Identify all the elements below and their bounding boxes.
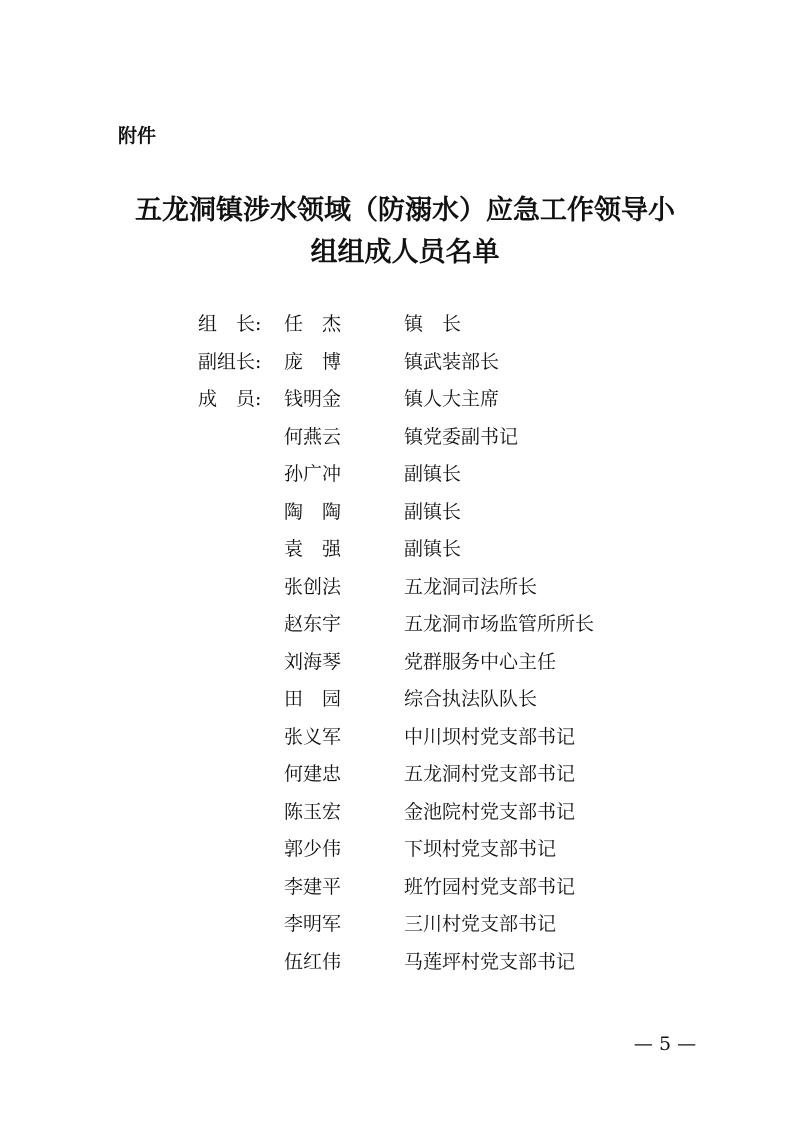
member-row: [198, 606, 658, 644]
attachment-label: 附件: [118, 125, 157, 147]
member-title: 镇党委副书记: [404, 425, 519, 448]
member-name: 伍红伟: [284, 950, 342, 973]
member-title: 三川村党支部书记: [404, 913, 557, 935]
member-row: [198, 831, 658, 869]
member-row: [198, 456, 658, 494]
member-name: 陈玉宏: [284, 800, 342, 823]
member-row: [198, 869, 658, 907]
member-row: [198, 531, 658, 569]
member-title: 金池院村党支部书记: [404, 800, 576, 823]
member-name: 郭少伟: [284, 838, 342, 860]
document-title: [100, 190, 710, 274]
member-role: 副组长:: [198, 350, 262, 373]
member-row: [198, 794, 658, 832]
member-title: 班竹园村党支部书记: [404, 875, 576, 898]
document-title-line-2: 组组成人员名单: [310, 237, 500, 268]
member-row: [198, 644, 658, 682]
page-number: — 5 —: [633, 1033, 697, 1055]
member-title: 五龙洞司法所长: [404, 575, 538, 598]
member-title: 镇 长: [404, 313, 462, 335]
member-row: [198, 719, 658, 757]
member-title: 中川坝村党支部书记: [404, 725, 576, 748]
member-name: 孙广冲: [284, 463, 342, 485]
member-row: [198, 944, 658, 982]
member-role: 组 长:: [198, 313, 262, 335]
member-name: 袁 强: [284, 538, 342, 560]
member-row: [198, 419, 658, 457]
document-title-line-1: 五龙洞镇涉水领域（防溺水）应急工作领导小: [135, 195, 675, 226]
member-name: 庞 博: [284, 350, 342, 373]
member-title: 镇人大主席: [404, 388, 500, 410]
member-name: 任 杰: [284, 313, 342, 335]
member-title: 副镇长: [404, 538, 462, 560]
member-name: 陶 陶: [284, 500, 342, 523]
member-name: 张义军: [284, 725, 342, 748]
member-title: 镇武装部长: [404, 350, 500, 373]
member-row: [198, 344, 658, 382]
member-title: 综合执法队队长: [404, 688, 538, 710]
member-row: [198, 906, 658, 944]
member-row: [198, 756, 658, 794]
member-name: 何建忠: [284, 763, 342, 785]
member-role: 成 员:: [198, 388, 262, 410]
member-title: 五龙洞市场监管所所长: [404, 613, 595, 635]
member-title: 副镇长: [404, 500, 462, 523]
member-row: [198, 381, 658, 419]
member-title: 副镇长: [404, 463, 462, 485]
member-title: 下坝村党支部书记: [404, 838, 557, 860]
member-row: [198, 494, 658, 532]
member-name: 李明军: [284, 913, 342, 935]
member-name: 何燕云: [284, 425, 342, 448]
member-name: 刘海琴: [284, 650, 342, 673]
member-title: 党群服务中心主任: [404, 650, 557, 673]
member-row: [198, 681, 658, 719]
member-name: 张创法: [284, 575, 342, 598]
member-title: 马莲坪村党支部书记: [404, 950, 576, 973]
member-row: [198, 569, 658, 607]
member-name: 赵东宇: [284, 613, 342, 635]
member-name: 李建平: [284, 875, 342, 898]
member-name: 钱明金: [284, 388, 342, 410]
member-row: [198, 306, 658, 344]
member-name: 田 园: [284, 688, 342, 710]
member-title: 五龙洞村党支部书记: [404, 763, 576, 785]
member-list: [198, 306, 658, 981]
